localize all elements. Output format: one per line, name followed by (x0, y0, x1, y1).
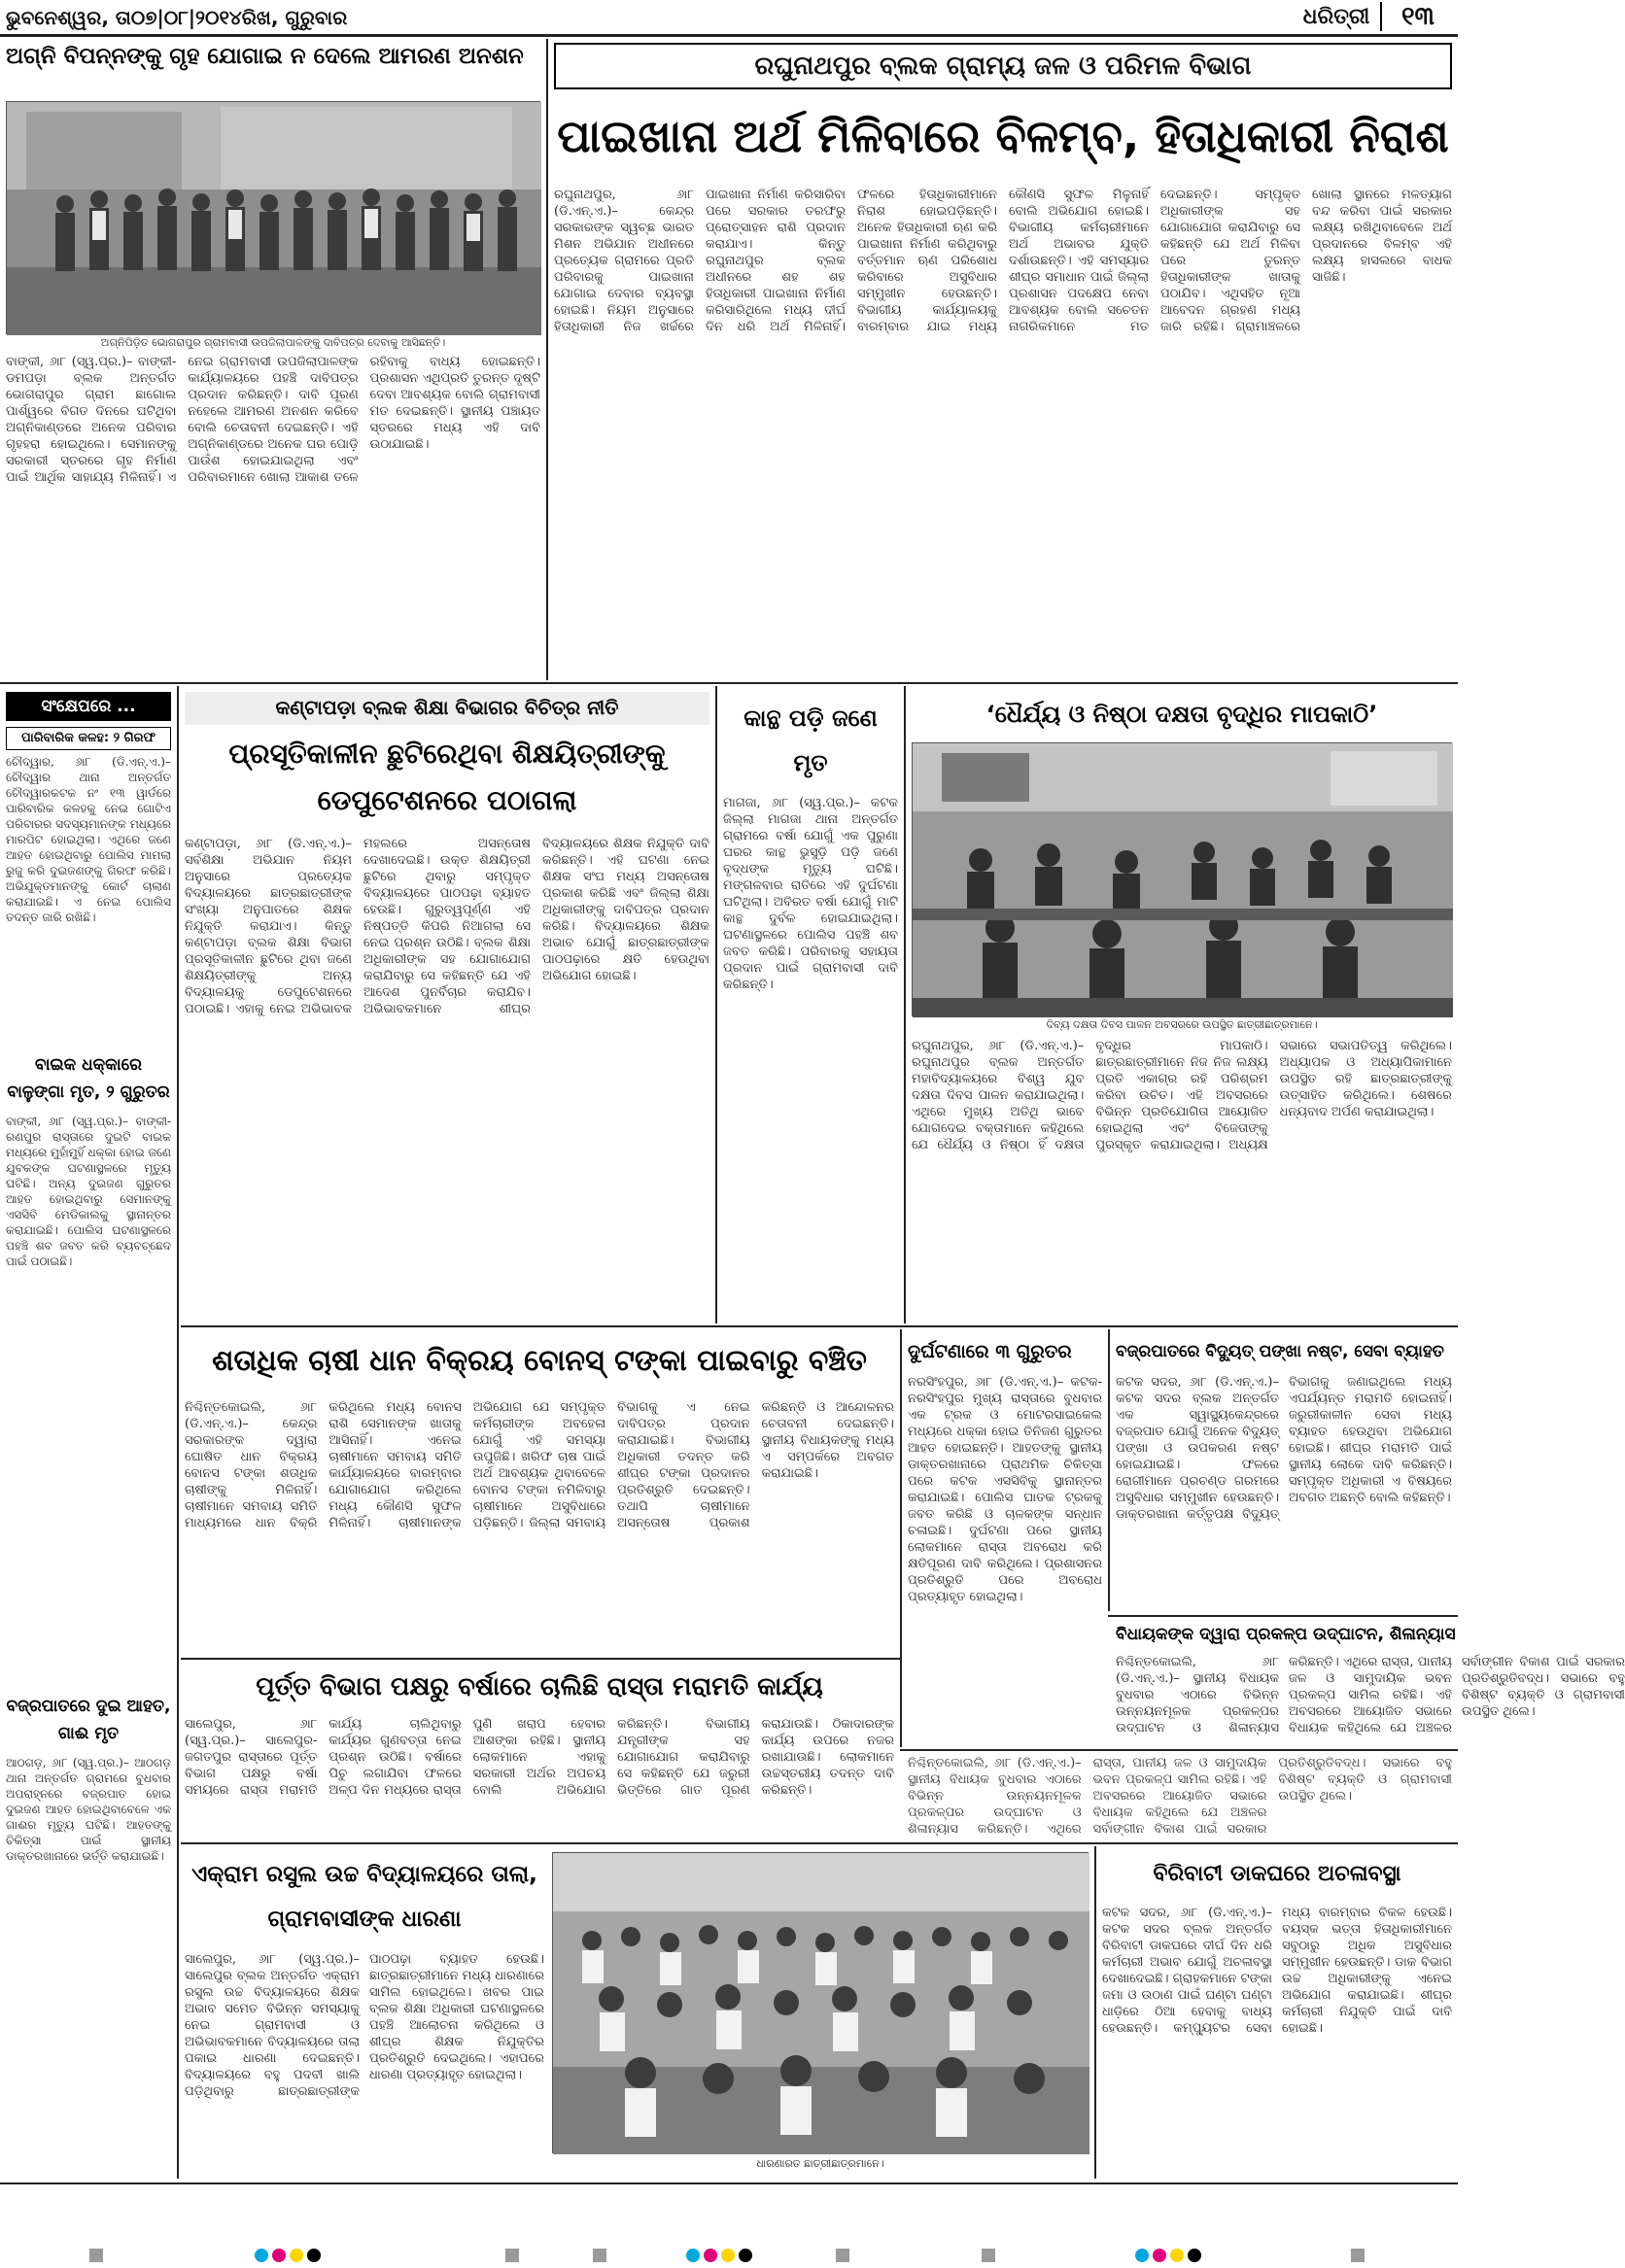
registration-square-3 (593, 2249, 606, 2262)
registration-square-5 (982, 2249, 995, 2262)
sidebar-item2-body: ବାଙ୍କୀ, ୬ା୮ (ସ୍ୱ.ପ୍ର.)– ବାଙ୍କୀ-ରଣପୁର ରାସ୍ତାରେ ଦୁଇଟି ବାଇକ ମଧ୍ୟରେ ମୁହାଁମୁହିଁ ଧକ୍କା ହୋଇ ଜଣେ ଯୁବକଙ୍କ ଘଟଣାସ୍ଥଳରେ ମୃତ୍ୟୁ ଘଟିଛି। ଅନ୍ୟ ଦୁଇଜଣ ଗୁରୁତର ଆହତ ହୋଇଥିବାରୁ ସେମାନଙ୍କୁ ଏସସିବି ମେଡିକାଲକୁ ସ୍ଥାନାନ୍ତର କରାଯାଇଛି। ପୋଲିସ ଘଟଣାସ୍ଥଳରେ ପହଞ୍ଚି ଶବ ଜବତ କରି ବ୍ୟବଚ୍ଛେଦ ପାଇଁ ପଠାଇଛି। (6, 1115, 171, 1268)
masthead-divider (0, 34, 1458, 37)
wall-collapse-headline: କାନ୍ଥ ପଡ଼ି ଜଣେ ମୃତ (743, 704, 878, 776)
toilet-funds-kicker-box (554, 43, 1452, 89)
divider-lightning-horizontal (1108, 1615, 1458, 1617)
post-office-headline: ବିରିବାଟୀ ଡାକଘରେ ଅଚଳାବସ୍ଥା (1153, 1862, 1401, 1886)
divider-lower-vertical (900, 1329, 902, 1747)
sidebar-item3-body: ଆଠଗଡ଼, ୬ା୮ (ସ୍ୱ.ପ୍ର.)– ଆଠଗଡ଼ ଥାନା ଅନ୍ତର୍ଗତ ଗ୍ରାମରେ ବୁଧବାର ଅପରାହ୍ନରେ ବଜ୍ରପାତ ହୋଇ ଦୁଇଜଣ ଆହତ ହୋଇଥିବାବେଳେ ଏକ ଗାଈର ମୃତ୍ୟୁ ଘଟିଛି। ଆହତଙ୍କୁ ଚିକିତ୍ସା ପାଇଁ ସ୍ଥାନୀୟ ଡାକ୍ତରଖାନାରେ ଭର୍ତ୍ତି କରାଯାଇଛି। (6, 1756, 171, 1863)
registration-square-2 (505, 2249, 519, 2262)
teachers-deputation-body: କଣ୍ଟାପଡ଼ା, ୬ା୮ (ଡି.ଏନ୍.ଏ.)– ସର୍ବଶିକ୍ଷା ଅଭିଯାନ ନିୟମ ଅନୁସାରେ ପ୍ରତ୍ୟେକ ବିଦ୍ୟାଳୟରେ ଛାତ୍ରଛାତ୍ରୀଙ୍କ ସଂଖ୍ୟା ଅନୁପାତରେ ଶିକ୍ଷକ ନିଯୁକ୍ତି କରାଯାଏ। କିନ୍ତୁ କଣ୍ଟାପଡ଼ା ବ୍ଲକ ଶିକ୍ଷା ବିଭାଗ ପ୍ରସୂତିକାଳୀନ ଛୁଟିରେ ଥିବା ଜଣେ ଶିକ୍ଷୟିତ୍ରୀଙ୍କୁ ଅନ୍ୟ ବିଦ୍ୟାଳୟକୁ ଡେପୁଟେଶନରେ ପଠାଇଛି। ଏହାକୁ ନେଇ ଅଭିଭାବକ ମହଲରେ ଅସନ୍ତୋଷ ଦେଖାଦେଇଛି। ଉକ୍ତ ଶିକ୍ଷୟିତ୍ରୀ ଛୁଟିରେ ଥିବାରୁ ସମ୍ପୃକ୍ତ ବିଦ୍ୟାଳୟରେ ପାଠପଢ଼ା ବ୍ୟାହତ ହେଉଛି। ଗୁରୁତ୍ୱପୂର୍ଣ୍ଣ ଏହି ନିଷ୍ପତ୍ତି କିପରି ନିଆଗଲା ସେ ନେଇ ପ୍ରଶ୍ନ ଉଠିଛି। ବ୍ଲକ ଶିକ୍ଷା ଅଧିକାରୀଙ୍କ ସହ ଯୋଗାଯୋଗ କରାଯିବାରୁ ସେ କହିଛନ୍ତି ଯେ ଏହି ଆଦେଶ ପୁନର୍ବିଚାର କରାଯିବ। ଅଭିଭାବକମାନେ ଶୀଘ୍ର ବିଦ୍ୟାଳୟରେ ଶିକ୍ଷକ ନିଯୁକ୍ତି ଦାବି କରିଛନ୍ତି। ଏହି ଘଟଣା ନେଇ ଶିକ୍ଷକ ସଂଘ ମଧ୍ୟ ଅସନ୍ତୋଷ ପ୍ରକାଶ କରିଛି ଏବଂ ଜିଲ୍ଲା ଶିକ୍ଷା ଅଧିକାରୀଙ୍କୁ ଦାବିପତ୍ର ପ୍ରଦାନ କରିଛି। ବିଦ୍ୟାଳୟରେ ଶିକ୍ଷକ ଅଭାବ ଯୋଗୁଁ ଛାତ୍ରଛାତ୍ରୀଙ୍କ ପାଠପଢ଼ାରେ କ୍ଷତି ହେଉଥିବା ଅଭିଯୋଗ ହୋଇଛି। (185, 837, 709, 1016)
registration-dot-cyan-2 (686, 2249, 700, 2262)
toilet-funds-body: ରଘୁନାଥପୁର, ୬ା୮ (ଡି.ଏନ୍.ଏ.)– କେନ୍ଦ୍ର ସରକାରଙ୍କ ସ୍ୱଚ୍ଛ ଭାରତ ମିଶନ ଅଭିଯାନ ଅଧୀନରେ ପ୍ରତ୍ୟେକ ଗ୍ରାମରେ ପ୍ରତି ପରିବାରକୁ ପାଇଖାନା ଯୋଗାଇ ଦେବାର ବ୍ୟବସ୍ଥା ହୋଇଛି। ନିୟମ ଅନୁସାରେ ହିତାଧିକାରୀ ନିଜ ଖର୍ଚ୍ଚରେ ପାଇଖାନା ନିର୍ମାଣ କରିସାରିବା ପରେ ସରକାର ତରଫରୁ ପ୍ରୋତ୍ସାହନ ରାଶି ପ୍ରଦାନ କରାଯାଏ। କିନ୍ତୁ ରଘୁନାଥପୁର ବ୍ଲକ ଅଧୀନରେ ଶହ ଶହ ହିତାଧିକାରୀ ପାଇଖାନା ନିର୍ମାଣ କରିସାରିଥିଲେ ମଧ୍ୟ ଦୀର୍ଘ ଦିନ ଧରି ଅର୍ଥ ମିଳିନାହିଁ। ଫଳରେ ହିତାଧିକାରୀମାନେ ନିରାଶ ହୋଇପଡ଼ିଛନ୍ତି। ଅନେକ ହିତାଧିକାରୀ ଋଣ କରି ପାଇଖାନା ନିର୍ମାଣ କରିଥିବାରୁ ବର୍ତ୍ତମାନ ଋଣ ପରିଶୋଧ କରିବାରେ ଅସୁବିଧାର ସମ୍ମୁଖୀନ ହେଉଛନ୍ତି। ବିଭାଗୀୟ କାର୍ଯ୍ୟାଳୟକୁ ବାରମ୍ବାର ଯାଇ ମଧ୍ୟ କୌଣସି ସୁଫଳ ମିଳୁନାହିଁ ବୋଲି ଅଭିଯୋଗ ହୋଇଛି। ବିଭାଗୀୟ କର୍ମଚାରୀମାନେ ଅର୍ଥ ଅଭାବର ଯୁକ୍ତି ଦର୍ଶାଉଛନ୍ତି। ଏହି ସମସ୍ୟାର ଶୀଘ୍ର ସମାଧାନ ପାଇଁ ଜିଲ୍ଲା ପ୍ରଶାସନ ପଦକ୍ଷେପ ନେବା ଆବଶ୍ୟକ ବୋଲି ସଚେତନ ନାଗରିକମାନେ ମତ ଦେଇଛନ୍ତି। ସମ୍ପୃକ୍ତ ଅଧିକାରୀଙ୍କ ସହ ଯୋଗାଯୋଗ କରାଯିବାରୁ ସେ କହିଛନ୍ତି ଯେ ଅର୍ଥ ମିଳିବା ପରେ ତୁରନ୍ତ ହିତାଧିକାରୀଙ୍କ ଖାତାକୁ ପଠାଯିବ। ଏଥିସହିତ ନୂଆ ଆବେଦନ ଗ୍ରହଣ ମଧ୍ୟ ଜାରି ରହିଛି। ଗ୍ରାମାଞ୍ଚଳରେ ଖୋଲା ସ୍ଥାନରେ ମଳତ୍ୟାଗ ବନ୍ଦ କରିବା ପାଇଁ ସରକାର ଲକ୍ଷ୍ୟ ରଖିଥିବାବେଳେ ଅର୍ଥ ପ୍ରଦାନରେ ବିଳମ୍ବ ଏହି ଲକ୍ଷ୍ୟ ହାସଲରେ ବାଧକ ସାଜିଛି। (554, 188, 1452, 334)
registration-square-6 (1351, 2249, 1365, 2262)
road-repair-body: ସାଲେପୁର, ୬ା୮ (ସ୍ୱ.ପ୍ର.)– ସାଲେପୁର-ଜଗତପୁର ରାସ୍ତାରେ ପୂର୍ତ୍ତ ବିଭାଗ ପକ୍ଷରୁ ବର୍ଷା ସମୟରେ ରାସ୍ତା ମରାମତି କାର୍ଯ୍ୟ ଚାଲିଥିବାରୁ କାର୍ଯ୍ୟର ଗୁଣବତ୍ତା ନେଇ ପ୍ରଶ୍ନ ଉଠିଛି। ବର୍ଷାରେ ପିଚୁ ଲଗାଯିବା ଫଳରେ ଅଳ୍ପ ଦିନ ମଧ୍ୟରେ ରାସ୍ତା ପୁଣି ଖରାପ ହେବାର ଆଶଙ୍କା ରହିଛି। ସ୍ଥାନୀୟ ଲୋକମାନେ ଏହାକୁ ସରକାରୀ ଅର୍ଥର ଅପଚୟ ବୋଲି ଅଭିଯୋଗ କରିଛନ୍ତି। ବିଭାଗୀୟ ଯନ୍ତ୍ରୀଙ୍କ ସହ ଯୋଗାଯୋଗ କରାଯିବାରୁ ସେ କହିଛନ୍ତି ଯେ ଜରୁରୀ ଭିତ୍ତିରେ ଗାତ ପୂରଣ କରାଯାଉଛି। ଠିକାଦାରଙ୍କ କାର୍ଯ୍ୟ ଉପରେ ନଜର ରଖାଯାଉଛି। ଲୋକମାନେ ଉଚ୍ଚସ୍ତରୀୟ ତଦନ୍ତ ଦାବି କରିଛନ୍ତି। (185, 1717, 894, 1798)
lightning-fans-headline: ବଜ୍ରପାତରେ ବିଦ୍ୟୁତ୍ ପଙ୍ଖା ନଷ୍ଟ, ସେବା ବ୍ୟାହତ (1116, 1342, 1444, 1361)
divider-accident-vertical (1108, 1329, 1110, 1611)
sidebar-item1-body: ଚୌଦ୍ୱାର, ୬ା୮ (ଡି.ଏନ୍.ଏ.)– ଚୌଦ୍ୱାର ଥାନା ଅନ୍ତର୍ଗତ ଚୌଦ୍ୱାରକଟକ ନଂ ୧୩ ୱାର୍ଡରେ ପାରିବାରିକ କଳହକୁ ନେଇ ଗୋଟିଏ ପରିବାରର ସଦସ୍ୟମାନଙ୍କ ମଧ୍ୟରେ ମାରପିଟ ହୋଇଥିଲା। ଏଥିରେ ଜଣେ ଆହତ ହୋଇଥିବାରୁ ପୋଲିସ ମାମଲା ରୁଜୁ କରି ଦୁଇଜଣଙ୍କୁ ଗିରଫ କରିଛି। ଅଭିଯୁକ୍ତମାନଙ୍କୁ କୋର୍ଟ ଚାଲାଣ କରାଯାଇଛି। ଏ ନେଇ ପୋଲିସ ତଦନ୍ତ ଜାରି ରଖିଛି। (6, 755, 171, 924)
registration-dot-black-1 (307, 2249, 321, 2262)
accident-continued (908, 1755, 1452, 1838)
registration-dot-magenta-3 (1153, 2249, 1166, 2262)
divider-mid-vertical-1 (715, 686, 717, 1323)
group-photo-image (7, 102, 541, 335)
classroom-caption: ଦିବ୍ୟ ଦକ୍ଷତା ଦିବସ ପାଳନ ଅବସରରେ ଉପସ୍ଥିତ ଛାତ୍ରୀଛାତ୍ରମାନେ। (1046, 1018, 1318, 1031)
classroom-image (913, 743, 1453, 1017)
post-office-body: କଟକ ସଦର, ୬ା୮ (ଡି.ଏନ୍.ଏ.)– କଟକ ସଦର ବ୍ଲକ ଅନ୍ତର୍ଗତ ବିରିବାଟୀ ଡାକଘରେ ଦୀର୍ଘ ଦିନ ଧରି କର୍ମଚାରୀ ଅଭାବ ଯୋଗୁଁ ଅଚଳାବସ୍ଥା ଦେଖାଦେଇଛି। ଗ୍ରାହକମାନେ ଟଙ୍କା ଜମା ଓ ଉଠାଣ ପାଇଁ ଘଣ୍ଟା ଘଣ୍ଟା ଧାଡ଼ିରେ ଠିଆ ହେବାକୁ ବାଧ୍ୟ ହେଉଛନ୍ତି। କମ୍ପ୍ୟୁଟର ସେବା ମଧ୍ୟ ବାରମ୍ବାର ବିକଳ ହେଉଛି। ବୟସ୍କ ଭତ୍ତା ହିତାଧିକାରୀମାନେ ସବୁଠାରୁ ଅଧିକ ଅସୁବିଧାର ସମ୍ମୁଖୀନ ହେଉଛନ୍ତି। ଡାକ ବିଭାଗ ଉଚ୍ଚ ଅଧିକାରୀଙ୍କୁ ଏନେଇ ଅଭିଯୋଗ କରାଯାଇଛି। ଶୀଘ୍ର କର୍ମଚାରୀ ନିଯୁକ୍ତି ପାଇଁ ଦାବି ହୋଇଛି। (1102, 1906, 1452, 2036)
lightning-fans-body: କଟକ ସଦର, ୬ା୮ (ଡି.ଏନ୍.ଏ.)– କଟକ ସଦର ବ୍ଲକ ଅନ୍ତର୍ଗତ ଏକ ସ୍ୱାସ୍ଥ୍ୟକେନ୍ଦ୍ରରେ ବଜ୍ରପାତ ଯୋଗୁଁ ଅନେକ ବିଦ୍ୟୁତ୍ ପଙ୍ଖା ଓ ଉପକରଣ ନଷ୍ଟ ହୋଇଯାଇଛି। ଫଳରେ ରୋଗୀମାନେ ପ୍ରଚଣ୍ଡ ଗରମରେ ଅସୁବିଧାର ସମ୍ମୁଖୀନ ହେଉଛନ୍ତି। ଡାକ୍ତରଖାନା କର୍ତ୍ତୃପକ୍ଷ ବିଦ୍ୟୁତ୍ ବିଭାଗକୁ ଜଣାଇଥିଲେ ମଧ୍ୟ ଏପର୍ଯ୍ୟନ୍ତ ମରାମତି ହୋଇନାହିଁ। ଜରୁରୀକାଳୀନ ସେବା ମଧ୍ୟ ବ୍ୟାହତ ହେଉଥିବା ଅଭିଯୋଗ ହୋଇଛି। ଶୀଘ୍ର ମରାମତି ପାଇଁ ସ୍ଥାନୀୟ ଲୋକେ ଦାବି କରିଛନ୍ତି। ସମ୍ପୃକ୍ତ ଅଧିକାରୀ ଏ ବିଷୟରେ ଅବଗତ ଅଛନ୍ତି ବୋଲି କହିଛନ୍ତି। (1116, 1375, 1452, 1522)
page-number: ୧୩ (1380, 2, 1454, 31)
sidebar-item3-headline: ବଜ୍ରପାତରେ ଦୁଇ ଆହତ, ଗାଈ ମୃତ (6, 1697, 171, 1743)
teachers-deputation-kicker: କଣ୍ଟାପଡ଼ା ବ୍ଲକ ଶିକ୍ଷା ବିଭାଗର ବିଚିତ୍ର ନୀତି (185, 692, 709, 725)
registration-dot-yellow-3 (1170, 2249, 1184, 2262)
protest-students-image (553, 1853, 1089, 2154)
toilet-funds-kicker: ରଘୁନାଥପୁର ବ୍ଲକ ଗ୍ରାମ୍ୟ ଜଳ ଓ ପରିମଳ ବିଭାଗ (754, 52, 1252, 81)
school-protest-caption: ଧାରଣାରତ ଛାତ୍ରୀଛାତ୍ରମାନେ। (756, 2157, 884, 2170)
divider-lower-horizontal (181, 1842, 1458, 1844)
divider-upper-horizontal (0, 682, 1458, 684)
teachers-deputation-headline: ପ୍ରସୂତିକାଳୀନ ଛୁଟିରେଥିବା ଶିକ୍ଷୟିତ୍ରୀଙ୍କୁ ଡେପୁଟେଶନରେ ପଠାଗଲା (228, 738, 666, 816)
fire-victims-caption: ଅଗ୍ନିପିଡ଼ିତ ଭୋଗରାପୁର ଗ୍ରାମବାସୀ ଉପଜିଲାପାଳଙ୍କୁ ଦାବିପତ୍ର ଦେବାକୁ ଆସିଛନ୍ତି। (100, 336, 446, 349)
sidebar-item1-headline: ପାରିବାରିକ କଳହ: ୨ ଗିରଫ (6, 727, 171, 750)
registration-dot-yellow-1 (290, 2249, 303, 2262)
registration-dot-black-3 (1188, 2249, 1201, 2262)
divider-road-horizontal (181, 1658, 900, 1660)
divider-top-vertical (546, 39, 548, 680)
fire-victims-headline: ଅଗ୍ନି ବିପନ୍ନଙ୍କୁ ଗୃହ ଯୋଗାଇ ନ ଦେଲେ ଆମରଣ ଅନଶନ (6, 44, 524, 69)
school-protest-photo (552, 1852, 1089, 2153)
registration-dot-cyan-1 (255, 2249, 268, 2262)
mla-inauguration-body-continued: ନିଶ୍ଚିନ୍ତକୋଇଲି, ୬ା୮ (ଡି.ଏନ୍.ଏ.)– ସ୍ଥାନୀୟ ବିଧାୟକ ବୁଧବାର ଏଠାରେ ବିଭିନ୍ନ ଉନ୍ନୟନମୂଳକ ପ୍ରକଳ୍ପର ଉଦ୍‌ଘାଟନ ଓ ଶିଳାନ୍ୟାସ କରିଛନ୍ତି। ଏଥିରେ ରାସ୍ତା, ପାନୀୟ ଜଳ ଓ ସାମୁଦାୟିକ ଭବନ ପ୍ରକଳ୍ପ ସାମିଲ ରହିଛି। ଏହି ଅବସରରେ ଆୟୋଜିତ ସଭାରେ ବିଧାୟକ କହିଥିଲେ ଯେ ଅଞ୍ଚଳର ସର୍ବାଙ୍ଗୀନ ବିକାଶ ପାଇଁ ସରକାର ପ୍ରତିଶ୍ରୁତିବଦ୍ଧ। ସଭାରେ ବହୁ ବିଶିଷ୍ଟ ବ୍ୟକ୍ତି ଓ ଗ୍ରାମବାସୀ ଉପସ୍ଥିତ ଥିଲେ। (908, 1756, 1452, 1837)
patience-diligence-body: ରଘୁନାଥପୁର, ୬ା୮ (ଡି.ଏନ୍.ଏ.)– ରଘୁନାଥପୁର ବ୍ଲକ ଅନ୍ତର୍ଗତ ମହାବିଦ୍ୟାଳୟରେ ବିଶ୍ୱ ଯୁବ ଦକ୍ଷତା ଦିବସ ପାଳନ କରାଯାଇଥିଲା। ଏଥିରେ ମୁଖ୍ୟ ଅତିଥି ଭାବେ ଯୋଗଦେଇ ବକ୍ତାମାନେ କହିଥିଲେ ଯେ ଧୈର୍ଯ୍ୟ ଓ ନିଷ୍ଠା ହିଁ ଦକ୍ଷତା ବୃଦ୍ଧିର ମାପକାଠି। ଛାତ୍ରଛାତ୍ରୀମାନେ ନିଜ ନିଜ ଲକ୍ଷ୍ୟ ପ୍ରତି ଏକାଗ୍ର ରହି ପରିଶ୍ରମ କରିବା ଉଚିତ। ଏହି ଅବସରରେ ବିଭିନ୍ନ ପ୍ରତିଯୋଗିତା ଆୟୋଜିତ ହୋଇଥିଲା ଏବଂ ବିଜେତାଙ୍କୁ ପୁରସ୍କୃତ କରାଯାଇଥିଲା। ଅଧ୍ୟକ୍ଷ ସଭାରେ ସଭାପତିତ୍ୱ କରିଥିଲେ। ଅଧ୍ୟାପକ ଓ ଅଧ୍ୟାପିକାମାନେ ଉପସ୍ଥିତ ରହି ଛାତ୍ରଛାତ୍ରୀଙ୍କୁ ଉତ୍ସାହିତ କରିଥିଲେ। ଶେଷରେ ଧନ୍ୟବାଦ ଅର୍ପଣ କରାଯାଇଥିଲା। (912, 1039, 1452, 1152)
divider-middle-horizontal (181, 1325, 1458, 1327)
divider-road-right-horizontal (900, 1749, 1458, 1751)
mla-inauguration-body: ନିଶ୍ଚିନ୍ତକୋଇଲି, ୬ା୮ (ଡି.ଏନ୍.ଏ.)– ସ୍ଥାନୀୟ ବିଧାୟକ ବୁଧବାର ଏଠାରେ ବିଭିନ୍ନ ଉନ୍ନୟନମୂଳକ ପ୍ରକଳ୍ପର ଉଦ୍‌ଘାଟନ ଓ ଶିଳାନ୍ୟାସ କରିଛନ୍ତି। ଏଥିରେ ରାସ୍ତା, ପାନୀୟ ଜଳ ଓ ସାମୁଦାୟିକ ଭବନ ପ୍ରକଳ୍ପ ସାମିଲ ରହିଛି। ଏହି ଅବସରରେ ଆୟୋଜିତ ସଭାରେ ବିଧାୟକ କହିଥିଲେ ଯେ ଅଞ୍ଚଳର ସର୍ବାଙ୍ଗୀନ ବିକାଶ ପାଇଁ ସରକାର ପ୍ରତିଶ୍ରୁତିବଦ୍ଧ। ସଭାରେ ବହୁ ବିଶିଷ୍ଟ ବ୍ୟକ୍ତି ଓ ଗ୍ରାମବାସୀ ଉପସ୍ଥିତ ଥିଲେ। (1116, 1655, 1625, 1735)
divider-sidebar-vertical (177, 686, 179, 2179)
registration-dot-magenta-1 (272, 2249, 286, 2262)
divider-mid-vertical-2 (904, 686, 906, 1323)
fire-victims-body: ବାଙ୍କୀ, ୬ା୮ (ସ୍ୱ.ପ୍ର.)– ବାଙ୍କୀ-ଡମପଡ଼ା ବ୍ଲକ ଅନ୍ତର୍ଗତ ଭୋଗରାପୁର ଗ୍ରାମ ଛାଗୋଲ ପାର୍ଶ୍ୱରେ ବିଗତ ଦିନରେ ଘଟିଥିବା ଅଗ୍ନିକାଣ୍ଡରେ ଅନେକ ପରିବାର ଗୃହହରା ହୋଇଥିଲେ। ସେମାନଙ୍କୁ ସରକାରୀ ସ୍ତରରେ ଗୃହ ନିର୍ମାଣ ପାଇଁ ଆର୍ଥିକ ସାହାଯ୍ୟ ମିଳିନାହିଁ। ଏ ନେଇ ଗ୍ରାମବାସୀ ଉପଜିଲାପାଳଙ୍କ କାର୍ଯ୍ୟାଳୟରେ ପହଞ୍ଚି ଦାବିପତ୍ର ପ୍ରଦାନ କରିଛନ୍ତି। ଦାବି ପୂରଣ ନହେଲେ ଆମରଣ ଅନଶନ କରିବେ ବୋଲି ଚେତାବନୀ ଦେଇଛନ୍ତି। ଏହି ଅଗ୍ନିକାଣ୍ଡରେ ଅନେକ ଘର ପୋଡ଼ି ପାଉଁଶ ହୋଇଯାଇଥିଲା ଏବଂ ପରିବାରମାନେ ଖୋଲା ଆକାଶ ତଳେ ରହିବାକୁ ବାଧ୍ୟ ହୋଇଛନ୍ତି। ପ୍ରଶାସନ ଏଥିପ୍ରତି ତୁରନ୍ତ ଦୃଷ୍ଟି ଦେବା ଆବଶ୍ୟକ ବୋଲି ଗ୍ରାମବାସୀ ମତ ଦେଇଛନ୍ତି। ସ୍ଥାନୀୟ ପଞ୍ଚାୟତ ସ୍ତରରେ ମଧ୍ୟ ଏହି ଦାବି ଉଠାଯାଇଛି। (6, 355, 540, 485)
registration-square-1 (89, 2249, 103, 2262)
dateline: ଭୁବନେଶ୍ୱର, ତା୦୭|୦୮|୨୦୧୪ରିଖ, ଗୁରୁବାର (6, 6, 348, 29)
divider-bottom-vertical (1094, 1846, 1096, 2179)
patience-diligence-headline: ‘ଧୈର୍ଯ୍ୟ ଓ ନିଷ୍ଠା ଦକ୍ଷତା ବୃଦ୍ଧିର ମାପକାଠି’ (985, 701, 1378, 728)
sidebar-label: ସଂକ୍ଷେପରେ ... (6, 692, 171, 721)
divider-footer (0, 2182, 1458, 2184)
paper-name: ଧରିତ୍ରୀ (1302, 4, 1370, 29)
sidebar-item2-headline: ବାଇକ ଧକ୍କାରେ ବାଳୁଙ୍ଗା ମୃତ, ୨ ଗୁରୁତର (7, 1055, 170, 1102)
registration-dot-black-2 (739, 2249, 752, 2262)
registration-dot-yellow-2 (721, 2249, 735, 2262)
fire-victims-photo (6, 101, 540, 334)
registration-dot-magenta-2 (704, 2249, 717, 2262)
toilet-funds-headline: ପାଇଖାନା ଅର୍ଥ ମିଳିବାରେ ବିଳମ୍ବ, ହିତାଧିକାରୀ ନିରାଶ (557, 110, 1449, 162)
school-lockout-body: ସାଲେପୁର, ୬ା୮ (ସ୍ୱ.ପ୍ର.)– ସାଲେପୁର ବ୍ଲକ ଅନ୍ତର୍ଗତ ଏକ୍ରାମ ରସୁଲ ଉଚ୍ଚ ବିଦ୍ୟାଳୟରେ ଶିକ୍ଷକ ଅଭାବ ସମେତ ବିଭିନ୍ନ ସମସ୍ୟାକୁ ନେଇ ଗ୍ରାମବାସୀ ଓ ଅଭିଭାବକମାନେ ବିଦ୍ୟାଳୟରେ ତାଲା ପକାଇ ଧାରଣା ଦେଇଛନ୍ତି। ବିଦ୍ୟାଳୟରେ ବହୁ ପଦବୀ ଖାଲି ପଡ଼ିଥିବାରୁ ଛାତ୍ରଛାତ୍ରୀଙ୍କ ପାଠପଢ଼ା ବ୍ୟାହତ ହେଉଛି। ଛାତ୍ରଛାତ୍ରୀମାନେ ମଧ୍ୟ ଧାରଣାରେ ସାମିଲ ହୋଇଥିଲେ। ଖବର ପାଇ ବ୍ଲକ ଶିକ୍ଷା ଅଧିକାରୀ ଘଟଣାସ୍ଥଳରେ ପହଞ୍ଚି ଆଲୋଚନା କରିଥିଲେ ଓ ଶୀଘ୍ର ଶିକ୍ଷକ ନିଯୁକ୍ତିର ପ୍ରତିଶ୍ରୁତି ଦେଇଥିଲେ। ଏହାପରେ ଧାରଣା ପ୍ରତ୍ୟାହୃତ ହୋଇଥିଲା। (185, 1952, 544, 2099)
paddy-bonus-body: ନିଶ୍ଚିନ୍ତକୋଇଲି, ୬ା୮ (ଡି.ଏନ୍.ଏ.)– କେନ୍ଦ୍ର ସରକାରଙ୍କ ଦ୍ୱାରା ଘୋଷିତ ଧାନ ବିକ୍ରୟ ବୋନସ ଟଙ୍କା ଶତାଧିକ ଚାଷୀଙ୍କୁ ମିଳିନାହିଁ। ଚାଷୀମାନେ ସମବାୟ ସମିତି ମାଧ୍ୟମରେ ଧାନ ବିକ୍ରି କରିଥିଲେ ମଧ୍ୟ ବୋନସ ରାଶି ସେମାନଙ୍କ ଖାତାକୁ ଆସିନାହିଁ। ଏନେଇ ଚାଷୀମାନେ ସମବାୟ ସମିତି କାର୍ଯ୍ୟାଳୟରେ ବାରମ୍ବାର ଯୋଗାଯୋଗ କରିଥିଲେ ମଧ୍ୟ କୌଣସି ସୁଫଳ ମିଳିନାହିଁ। ଚାଷୀମାନଙ୍କ ଅଭିଯୋଗ ଯେ ସମ୍ପୃକ୍ତ କର୍ମଚାରୀଙ୍କ ଅବହେଳା ଯୋଗୁଁ ଏହି ସମସ୍ୟା ଉପୁଜିଛି। ଖରିଫ ଚାଷ ପାଇଁ ଅର୍ଥ ଆବଶ୍ୟକ ଥିବାବେଳେ ବୋନସ ଟଙ୍କା ନମିଳିବାରୁ ଚାଷୀମାନେ ଅସୁବିଧାରେ ପଡ଼ିଛନ୍ତି। ଜିଲ୍ଲା ସମବାୟ ବିଭାଗକୁ ଏ ନେଇ ଦାବିପତ୍ର ପ୍ରଦାନ କରାଯାଇଛି। ବିଭାଗୀୟ ଅଧିକାରୀ ତଦନ୍ତ କରି ଶୀଘ୍ର ଟଙ୍କା ପ୍ରଦାନର ପ୍ରତିଶ୍ରୁତି ଦେଇଛନ୍ତି। ତଥାପି ଚାଷୀମାନେ ଅସନ୍ତୋଷ ପ୍ରକାଶ କରିଛନ୍ତି ଓ ଆନ୍ଦୋଳନର ଚେତାବନୀ ଦେଇଛନ୍ତି। ସ୍ଥାନୀୟ ବିଧାୟକଙ୍କୁ ମଧ୍ୟ ଏ ସମ୍ପର୍କରେ ଅବଗତ କରାଯାଇଛି। (185, 1400, 894, 1530)
registration-square-4 (836, 2249, 849, 2262)
mla-inauguration-headline: ବିଧାୟକଙ୍କ ଦ୍ୱାରା ପ୍ରକଳ୍ପ ଉଦ୍‌ଘାଟନ, ଶିଳାନ୍ୟାସ (1116, 1625, 1456, 1644)
registration-dot-cyan-3 (1135, 2249, 1149, 2262)
accident-injured-headline: ଦୁର୍ଘଟଣାରେ ୩ ଗୁରୁତର (908, 1341, 1072, 1362)
accident-injured-body: ନରସିଂହପୁର, ୬ା୮ (ଡି.ଏନ୍.ଏ.)– କଟକ-ନରସିଂହପୁର ମୁଖ୍ୟ ରାସ୍ତାରେ ବୁଧବାର ଏକ ଟ୍ରକ ଓ ମୋଟରସାଇକେଲ ମଧ୍ୟରେ ଧକ୍କା ହୋଇ ତିନିଜଣ ଗୁରୁତର ଆହତ ହୋଇଛନ୍ତି। ଆହତଙ୍କୁ ସ୍ଥାନୀୟ ଡାକ୍ତରଖାନାରେ ପ୍ରାଥମିକ ଚିକିତ୍ସା ପରେ କଟକ ଏସସିବିକୁ ସ୍ଥାନାନ୍ତର କରାଯାଇଛି। ପୋଲିସ ଘାତକ ଟ୍ରକକୁ ଜବତ କରିଛି ଓ ଚାଳକଙ୍କ ସନ୍ଧାନ ଚଳାଇଛି। ଦୁର୍ଘଟଣା ପରେ ସ୍ଥାନୀୟ ଲୋକମାନେ ରାସ୍ତା ଅବରୋଧ କରି କ୍ଷତିପୂରଣ ଦାବି କରିଥିଲେ। ପ୍ରଶାସନର ପ୍ରତିଶ୍ରୁତି ପରେ ଅବରୋଧ ପ୍ରତ୍ୟାହୃତ ହୋଇଥିଲା। (908, 1375, 1102, 1604)
school-lockout-headline: ଏକ୍ରାମ ରସୁଲ ଉଚ୍ଚ ବିଦ୍ୟାଳୟରେ ତାଲା, ଗ୍ରାମବାସୀଙ୍କ ଧାରଣା (191, 1862, 537, 1932)
classroom-photo (912, 742, 1452, 1016)
road-repair-headline: ପୂର୍ତ୍ତ ବିଭାଗ ପକ୍ଷରୁ ବର୍ଷାରେ ଚାଲିଛି ରାସ୍ତା ମରାମତି କାର୍ଯ୍ୟ (256, 1672, 823, 1701)
wall-collapse-body: ମାଗଜା, ୬ା୮ (ସ୍ୱ.ପ୍ର.)– କଟକ ଜିଲ୍ଲା ମାଗଜା ଥାନା ଅନ୍ତର୍ଗତ ଗ୍ରାମରେ ବର୍ଷା ଯୋଗୁଁ ଏକ ପୁରୁଣା ଘରର କାନ୍ଥ ଭୁସୁଡ଼ି ପଡ଼ି ଜଣେ ବୃଦ୍ଧଙ୍କ ମୃତ୍ୟୁ ଘଟିଛି। ମଙ୍ଗଳବାର ରାତିରେ ଏହି ଦୁର୍ଘଟଣା ଘଟିଥିଲା। ଅବିରତ ବର୍ଷା ଯୋଗୁଁ ମାଟି କାନ୍ଥ ଦୁର୍ବଳ ହୋଇଯାଇଥିଲା। ଘଟଣାସ୍ଥଳରେ ପୋଲିସ ପହଞ୍ଚି ଶବ ଜବତ କରିଛି। ପରିବାରକୁ ସହାୟତା ପ୍ରଦାନ ପାଇଁ ଗ୍ରାମବାସୀ ଦାବି କରିଛନ୍ତି। (723, 796, 898, 992)
paddy-bonus-headline: ଶତାଧିକ ଚାଷୀ ଧାନ ବିକ୍ରୟ ବୋନସ୍ ଟଙ୍କା ପାଇବାରୁ ବଞ୍ଚିତ (212, 1344, 867, 1378)
